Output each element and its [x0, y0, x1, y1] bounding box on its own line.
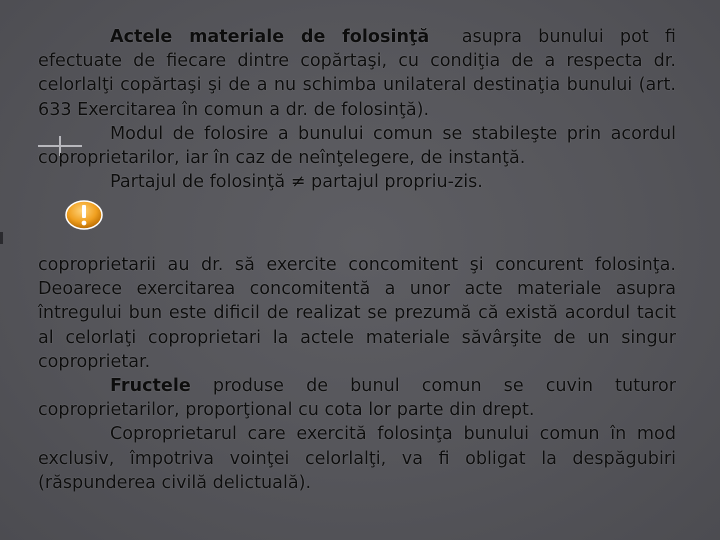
- text-block-1: [38, 25, 676, 194]
- paragraph-fructele: [38, 374, 676, 422]
- paragraph-partajul: Partajul de folosinţă ≠ partajul propriu-zis.: [110, 172, 483, 193]
- paragraph-coproprietarul: Coproprietarul care exercită folosinţa bunului comun în mod exclusiv, împotriva voinţei celorlalţi, va fi obligat la despăgubiri (răspunderea civilă delictuală).: [38, 424, 676, 493]
- term-actele-materiale: Actele materiale de folosinţă: [110, 27, 430, 47]
- edge-marker: [0, 232, 3, 244]
- text-block-2: [38, 253, 676, 495]
- paragraph-modul: Modul de folosire a bunului comun se stabileşte prin acordul coproprietarilor, iar în caz de neînţelegere, de instanţă.: [38, 123, 676, 169]
- paragraph-actele-text: asupra bunului pot fi efectuate de fiecare dintre copărtaşi, cu condiţia de a respecta dr. celorlalţi copărtaşi şi de a nu schimba unilateral destinaţia bunului (art. 633 Exercitarea în comun a dr. de folosinţă).: [38, 27, 677, 120]
- term-fructele: Fructele: [110, 376, 191, 397]
- paragraph-actele: [38, 25, 676, 122]
- warning-icon: [64, 199, 104, 231]
- paragraph-coproprietarii: coproprietarii au dr. să exercite concomitent şi concurent folosinţa. Deoarece exercitarea concomitentă a unor acte materiale asupra întregului bun este dificil de realizat se prezumă că există acordul tacit al celorlaţi coproprietari la actele materiale săvârşite de un singur coproprietar.: [38, 255, 676, 372]
- paragraph-fructele-text: produse de bunul comun se cuvin tuturor coproprietarilor, proporţional cu cota lor parte din drept.: [38, 376, 677, 421]
